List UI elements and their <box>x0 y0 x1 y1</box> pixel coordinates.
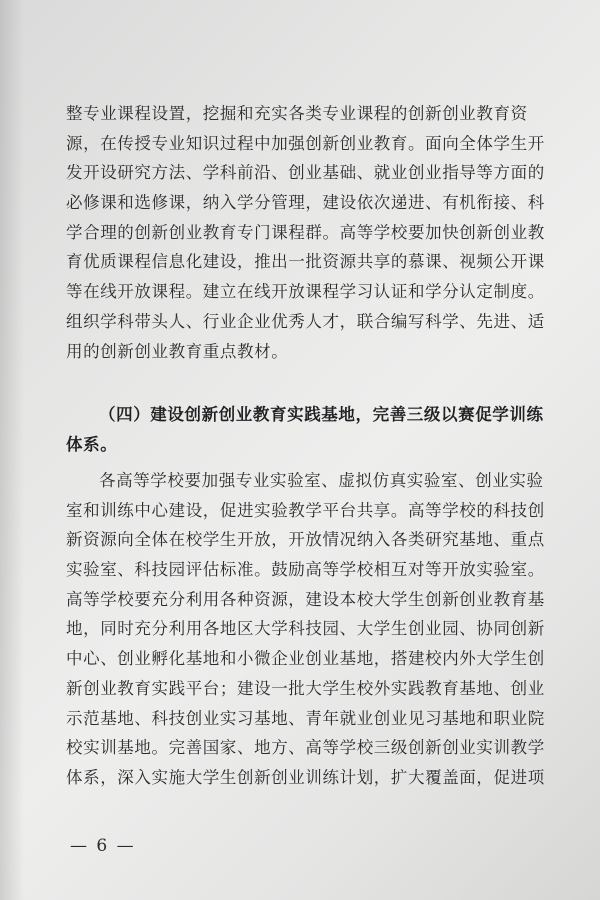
text-line: 必修课和选修课，纳入学分管理，建设依次递进、有机衔接、科 <box>66 193 545 213</box>
paragraph-curriculum <box>66 99 556 366</box>
text-line: 学合理的创新创业教育专门课程群。高等学校要加快创新创业教 <box>66 222 545 242</box>
heading-line: （四）建设创新创业教育实践基地，完善三级以赛促学训练 <box>99 405 544 424</box>
paragraph-practice-bases <box>66 466 556 793</box>
text-line: 室和训练中心建设，促进实验教学平台共享。高等学校的科技创 <box>66 500 545 520</box>
text-line: 校实训基地。完善国家、地方、高等学校三级创新创业实训教学 <box>66 738 545 758</box>
text-line: 中心、创业孵化基地和小微企业创业基地，搭建校内外大学生创 <box>66 649 545 669</box>
heading-line: 体系。 <box>66 434 118 454</box>
text-line: 示范基地、科技创业实习基地、青年就业创业见习基地和职业院 <box>66 708 545 728</box>
text-line: 实验室、科技园评估标准。鼓励高等学校相互对等开放实验室。 <box>66 560 545 580</box>
text-line: 各高等学校要加强专业实验室、虚拟仿真实验室、创业实验 <box>99 471 544 490</box>
text-line: 源，在传授专业知识过程中加强创新创业教育。面向全体学生开 <box>66 133 545 153</box>
text-line: 用的创新创业教育重点教材。 <box>66 341 289 361</box>
text-line: 地，同时充分利用各地区大学科技园、大学生创业园、协同创新 <box>66 619 545 639</box>
text-line: 体系，深入实施大学生创新创业训练计划，扩大覆盖面，促进项 <box>66 767 545 787</box>
section-heading <box>66 400 556 459</box>
text-line: 新资源向全体在校学生开放，开放情况纳入各类研究基地、重点 <box>66 530 545 550</box>
text-line: 新创业教育实践平台；建设一批大学生校外实践教育基地、创业 <box>66 678 545 698</box>
text-line: 育优质课程信息化建设，推出一批资源共享的慕课、视频公开课 <box>66 252 545 272</box>
text-line: 组织学科带头人、行业企业优秀人才，联合编写科学、先进、适 <box>66 311 545 331</box>
text-line: 高等学校要充分利用各种资源，建设本校大学生创新创业教育基 <box>66 589 545 609</box>
text-line: 等在线开放课程。建立在线开放课程学习认证和学分认定制度。 <box>66 282 545 302</box>
text-line: 发开设研究方法、学科前沿、创业基础、就业创业指导等方面的 <box>66 163 545 183</box>
text-line: 整专业课程设置，挖掘和充实各类专业课程的创新创业教育资 <box>66 104 528 123</box>
page-number: — 6 — <box>70 836 136 856</box>
page-shadow <box>0 0 24 900</box>
